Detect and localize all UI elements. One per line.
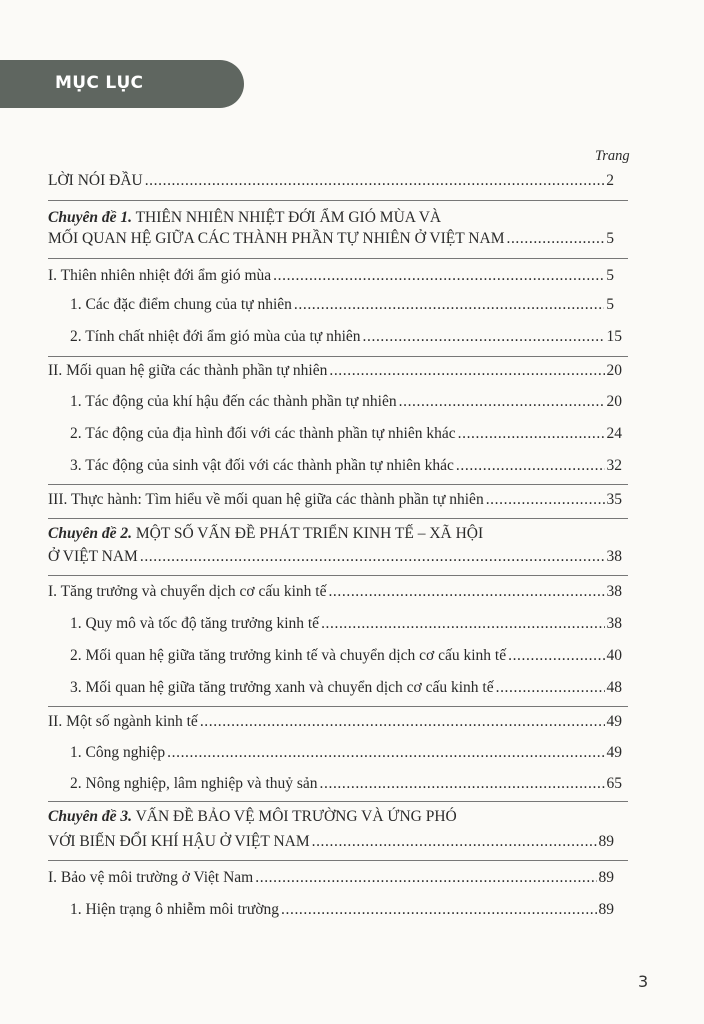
chapter-title-line1: THIÊN NHIÊN NHIỆT ĐỚI ẨM GIÓ MÙA VÀ: [131, 209, 442, 226]
toc-entry-page: 89: [598, 833, 614, 850]
toc-entry-page: 24: [606, 425, 622, 442]
divider: [48, 706, 628, 707]
chapter-heading-line1: [48, 208, 441, 228]
header-band: [0, 60, 244, 108]
leader-dots: [145, 171, 605, 191]
leader-dots: [399, 392, 605, 412]
toc-entry-text: I. Bảo vệ môi trường ở Việt Nam: [48, 869, 254, 886]
toc-entry-page: 38: [606, 583, 622, 600]
chapter-heading-line1: [48, 807, 457, 827]
toc-entry[interactable]: [48, 582, 622, 602]
toc-entry-chapter[interactable]: [48, 229, 614, 249]
toc-entry-page: 38: [606, 548, 622, 565]
toc-entry-text: 1. Hiện trạng ô nhiễm môi trường: [70, 901, 280, 918]
leader-dots: [255, 868, 596, 888]
toc-entry-text: II. Một số ngành kinh tế: [48, 713, 198, 730]
toc-entry-page: 49: [606, 744, 622, 761]
leader-dots: [508, 646, 604, 666]
toc-entry-page: 48: [606, 679, 622, 696]
toc-entry-page: 32: [606, 457, 622, 474]
divider: [48, 575, 628, 576]
toc-entry-text: 3. Tác động của sinh vật đối với các thành phần tự nhiên khác: [70, 457, 454, 474]
toc-entry[interactable]: [70, 678, 622, 698]
leader-dots: [506, 229, 604, 249]
leader-dots: [496, 678, 605, 698]
toc-entry-chapter[interactable]: [48, 832, 614, 852]
leader-dots: [200, 712, 605, 732]
toc-entry[interactable]: [70, 424, 622, 444]
toc-entry-text: 2. Mối quan hệ giữa tăng trưởng kinh tế và chuyển dịch cơ cấu kinh tế: [70, 647, 507, 664]
chapter-heading-line1: [48, 524, 483, 544]
leader-dots: [321, 614, 604, 634]
trang-label: Trang: [595, 148, 630, 164]
divider: [48, 518, 628, 519]
toc-entry-text: 2. Nông nghiệp, lâm nghiệp và thuỷ sản: [70, 775, 318, 792]
toc-entry[interactable]: [70, 392, 622, 412]
toc-entry-text: I. Tăng trưởng và chuyển dịch cơ cấu kinh tế: [48, 583, 327, 600]
divider: [48, 860, 628, 861]
leader-dots: [458, 424, 605, 444]
toc-entry[interactable]: [70, 327, 622, 347]
leader-dots: [167, 743, 604, 763]
toc-entry-page: 20: [606, 393, 622, 410]
toc-entry[interactable]: [70, 900, 614, 920]
toc-entry-text: 3. Mối quan hệ giữa tăng trưởng xanh và chuyển dịch cơ cấu kinh tế: [70, 679, 494, 696]
leader-dots: [294, 295, 604, 315]
toc-entry[interactable]: [70, 456, 622, 476]
leader-dots: [329, 361, 604, 381]
toc-entry-page: 40: [606, 647, 622, 664]
toc-entry-page: 2: [606, 172, 614, 189]
divider: [48, 200, 628, 201]
toc-entry[interactable]: [70, 774, 622, 794]
leader-dots: [320, 774, 605, 794]
leader-dots: [281, 900, 596, 920]
toc-entry-text: II. Mối quan hệ giữa các thành phần tự nhiên: [48, 362, 328, 379]
page-title: MỤC LỤC: [55, 73, 144, 93]
toc-entry-text: MỐI QUAN HỆ GIỮA CÁC THÀNH PHẦN TỰ NHIÊN Ở VIỆT NAM: [48, 230, 505, 247]
toc-entry-page: 5: [606, 230, 614, 247]
toc-entry-text: III. Thực hành: Tìm hiểu về mối quan hệ giữa các thành phần tự nhiên: [48, 491, 484, 508]
chapter-label: Chuyên đề 2.: [48, 525, 132, 542]
leader-dots: [140, 547, 605, 567]
toc-entry[interactable]: [70, 743, 622, 763]
leader-dots: [312, 832, 597, 852]
toc-entry[interactable]: [48, 171, 614, 191]
toc-entry-text: 2. Tính chất nhiệt đới ẩm gió mùa của tự nhiên: [70, 328, 361, 345]
leader-dots: [486, 490, 605, 510]
toc-entry-text: 1. Quy mô và tốc độ tăng trưởng kinh tế: [70, 615, 320, 632]
divider: [48, 801, 628, 802]
leader-dots: [328, 582, 604, 602]
toc-entry[interactable]: [70, 646, 622, 666]
toc-entry-text: 1. Công nghiệp: [70, 744, 166, 761]
chapter-label: Chuyên đề 1.: [48, 209, 132, 226]
toc-entry[interactable]: [48, 361, 622, 381]
toc-entry-page: 35: [606, 491, 622, 508]
toc-entry[interactable]: [70, 295, 614, 315]
toc-entry-text: LỜI NÓI ĐẦU: [48, 172, 143, 189]
toc-entry-page: 5: [606, 296, 614, 313]
toc-entry[interactable]: [48, 490, 622, 510]
toc-entry-page: 89: [598, 869, 614, 886]
toc-entry-page: 65: [606, 775, 622, 792]
divider: [48, 484, 628, 485]
toc-entry-page: 89: [598, 901, 614, 918]
toc-entry[interactable]: [48, 266, 614, 286]
toc-entry-text: 2. Tác động của địa hình đối với các thành phần tự nhiên khác: [70, 425, 456, 442]
chapter-label: Chuyên đề 3.: [48, 808, 132, 825]
toc-entry[interactable]: [48, 868, 614, 888]
toc-entry-text: Ở VIỆT NAM: [48, 548, 138, 565]
toc-entry-page: 49: [606, 713, 622, 730]
toc-entry[interactable]: [48, 712, 622, 732]
chapter-title-line1: MỘT SỐ VẤN ĐỀ PHÁT TRIỂN KINH TẾ – XÃ HỘI: [131, 525, 484, 542]
divider: [48, 356, 628, 357]
chapter-title-line1: VẤN ĐỀ BẢO VỆ MÔI TRƯỜNG VÀ ỨNG PHÓ: [131, 808, 457, 825]
toc-entry-page: 20: [606, 362, 622, 379]
leader-dots: [456, 456, 605, 476]
toc-entry-page: 38: [606, 615, 622, 632]
toc-entry-page: 15: [606, 328, 622, 345]
toc-entry[interactable]: [70, 614, 622, 634]
toc-entry-text: VỚI BIẾN ĐỔI KHÍ HẬU Ở VIỆT NAM: [48, 833, 310, 850]
toc-entry-text: I. Thiên nhiên nhiệt đới ẩm gió mùa: [48, 267, 272, 284]
toc-entry-chapter[interactable]: [48, 547, 622, 567]
divider: [48, 258, 628, 259]
page-number: 3: [638, 972, 649, 991]
toc-entry-text: 1. Các đặc điểm chung của tự nhiên: [70, 296, 292, 313]
leader-dots: [273, 266, 604, 286]
leader-dots: [363, 327, 605, 347]
toc-entry-page: 5: [606, 267, 614, 284]
toc-entry-text: 1. Tác động của khí hậu đến các thành phần tự nhiên: [70, 393, 397, 410]
